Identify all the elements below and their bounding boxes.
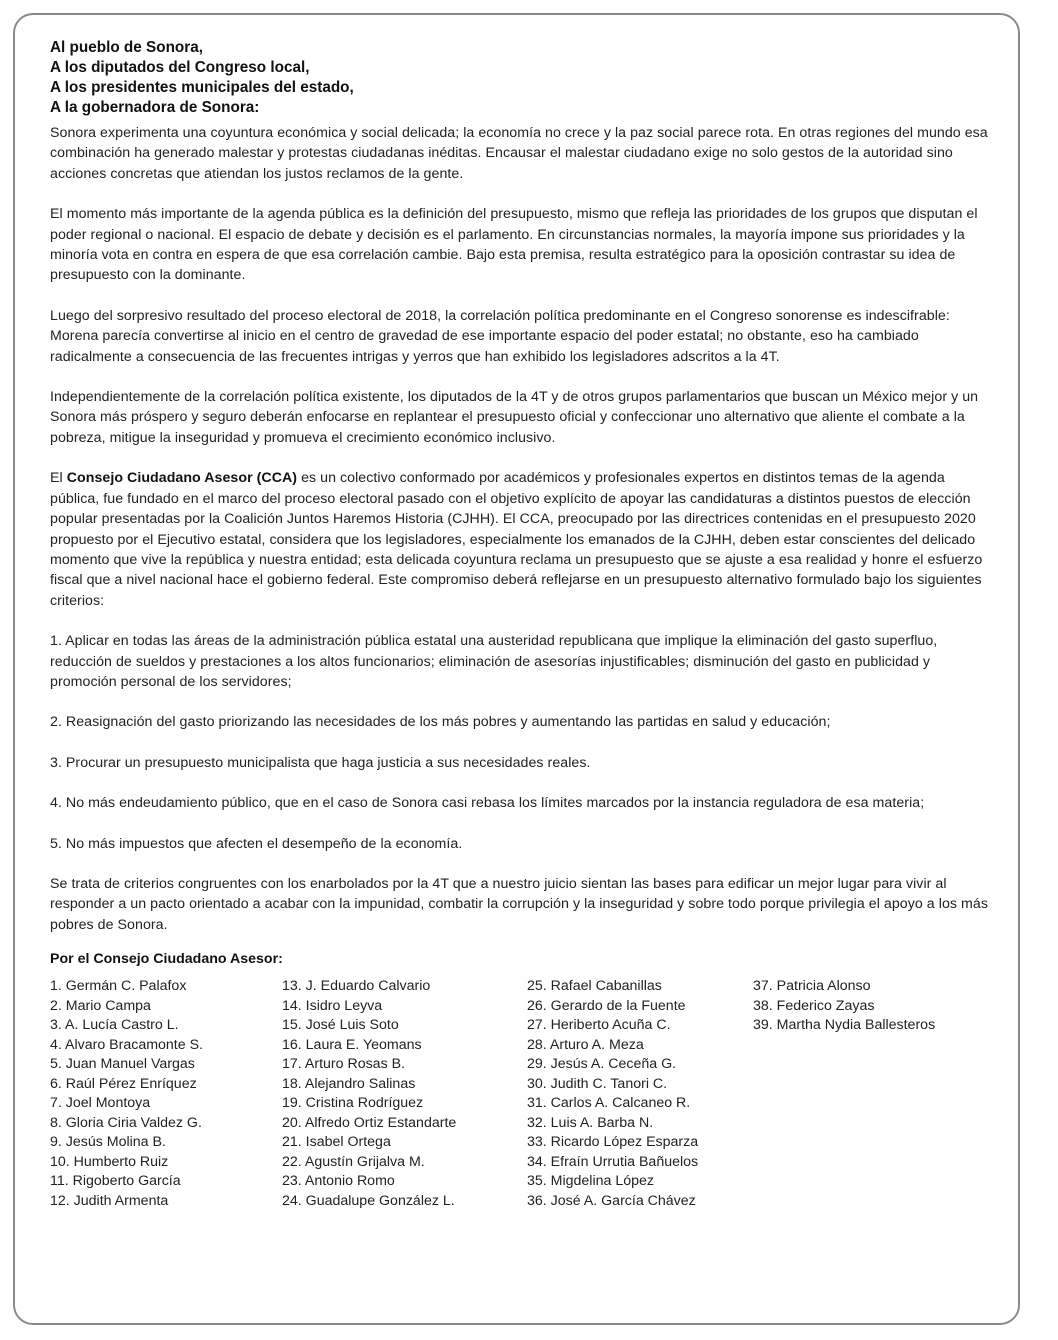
paragraph-closing: Se trata de criterios congruentes con los enarbolados por la 4T que a nuestro juicio sientan las bases para edificar un mejor lugar para vivir al responder a un pacto orientado a acabar con la impunidad, combatir la corrupción y la inseguridad y sobre todo porque privilegia el apoyo a los más pobres de Sonora. [50,875,988,933]
signatory-name: 24. Guadalupe González L. [282,1192,455,1209]
signatory-name: 2. Mario Campa [50,997,151,1014]
signatory-name: 22. Agustín Grijalva M. [282,1153,425,1170]
paragraph-deputies: Independientemente de la correlación política existente, los diputados de la 4T y de otros grupos parlamentarios que buscan un México mejor y un Sonora más próspero y seguro deberán enfocarse en replantear el presupuesto oficial y confeccionar uno alternativo que aliente el combate a la pobreza, mitigue la inseguridad y promueva el crecimiento económico inclusivo. [50,389,979,446]
signatory-name: 15. José Luis Soto [282,1017,399,1034]
paragraph-budget: El momento más importante de la agenda pública es la definición del presupuesto, mismo que refleja las prioridades de los grupos que disputan el poder regional o nacional. El espacio de debate y decisión es el parlamento. En circunstancias normales, la mayoría impone sus prioridades y la minoría vota en contra en espera de que esa correlación cambie. Bajo esta premisa, resulta estratégico para la oposición contrastar su idea de presupuesto con la dominante. [50,206,978,284]
criterion-2: 2. Reasignación del gasto priorizando las necesidades de los más pobres y aumentando las partidas en salud y educación; [50,714,831,731]
signatory-name: 21. Isabel Ortega [282,1134,391,1151]
signatory-name: 20. Alfredo Ortiz Estandarte [282,1114,457,1131]
signatory-name: 35. Migdelina López [527,1173,654,1190]
signatory-name: 19. Cristina Rodríguez [282,1095,424,1112]
criterion-3: 3. Procurar un presupuesto municipalista que haga justicia a sus necesidades reales. [50,754,591,771]
signatory-name: 8. Gloria Ciria Valdez G. [50,1114,202,1131]
signatory-name: 27. Heriberto Acuña C. [527,1017,671,1034]
signatory-name: 16. Laura E. Yeomans [282,1036,422,1053]
signatory-name: 36. José A. García Chávez [527,1192,696,1209]
cca-name: Consejo Ciudadano Asesor (CCA) [66,470,298,487]
signatory-name: 26. Gerardo de la Fuente [527,997,686,1014]
signatory-name: 1. Germán C. Palafox [50,978,187,995]
criterion-5: 5. No más impuestos que afecten el desempeño de la economía. [50,835,463,852]
signature-column [753,977,935,1036]
paragraph-intro: Sonora experimenta una coyuntura económica y social delicada; la economía no crece y la paz social parece rota. En otras regiones del mundo esa combinación ha generado malestar y protestas ciudadanas inéditas. Encausar el malestar ciudadano exige no solo gestos de la autoridad sino acciones concretas que atiendan los justos reclamos de la gente. [50,125,988,182]
paragraph-congress: Luego del sorpresivo resultado del proceso electoral de 2018, la correlación política predominante en el Congreso sonorense es indescifrable: Morena parecía convertirse al inicio en el centro de gravedad de ese importante espacio del poder estatal; no obstante, eso ha cambiado radicalmente a consecuencia de las frecuentes intrigas y yerros que han exhibido los legisladores adscritos a la 4T. [50,307,950,365]
signatory-name: 32. Luis A. Barba N. [527,1114,654,1131]
signatory-name: 7. Joel Montoya [50,1095,151,1112]
signatory-name: 11. Rigoberto García [50,1173,181,1190]
greeting-line: A los diputados del Congreso local, [50,59,310,76]
signature-column [50,977,203,1211]
cca-description: es un colectivo conformado por académicos y profesionales expertos en distintos temas de la agenda pública, fue fundado en el marco del proceso electoral pasado con el objetivo explícito de apoyar las candidaturas a distintos puestos de elección popular presentadas por la Coalición Juntos Haremos Historia (CJHH). El CCA, preocupado por las directrices contenidas en el presupuesto 2020 propuesto por el Ejecutivo estatal, considera que los legisladores, especialmente los emanados de la CJHH, deben estar conscientes del delicado momento que vive la república y nuestra entidad; esta delicada coyuntura reclama un presupuesto que se ajuste a esa realidad y honre el esfuerzo fiscal que a nivel nacional hace el gobierno federal. Este compromiso deberá reflejarse en un presupuesto alternativo formulado bajo los siguientes criterios: [50,470,983,609]
signatory-name: 25. Rafael Cabanillas [527,978,662,995]
signatory-name: 34. Efraín Urrutia Bañuelos [527,1153,699,1170]
signatory-name: 37. Patricia Alonso [753,978,871,995]
greeting-line: Al pueblo de Sonora, [50,39,203,56]
signatory-name: 10. Humberto Ruiz [50,1153,169,1170]
signatory-name: 33. Ricardo López Esparza [527,1134,699,1151]
signature-column [527,977,698,1211]
signatory-name: 31. Carlos A. Calcaneo R. [527,1095,691,1112]
letter-content [50,38,990,1217]
greeting-line: A los presidentes municipales del estado, [50,79,354,96]
signatory-name: 13. J. Eduardo Calvario [282,978,431,995]
signatory-name: 38. Federico Zayas [753,997,875,1014]
signatory-name: 14. Isidro Leyva [282,997,383,1014]
paragraph-cca [50,468,990,611]
signatory-name: 39. Martha Nydia Ballesteros [753,1017,936,1034]
signatory-name: 17. Arturo Rosas B. [282,1056,406,1073]
signature-column [282,977,456,1211]
signatures-list [50,977,990,1217]
signatory-name: 23. Antonio Romo [282,1173,395,1190]
greeting-line: A la gobernadora de Sonora: [50,99,260,116]
signatory-name: 4. Alvaro Bracamonte S. [50,1036,203,1053]
signatory-name: 6. Raúl Pérez Enríquez [50,1075,197,1092]
signatures-title: Por el Consejo Ciudadano Asesor: [50,951,283,968]
signatory-name: 5. Juan Manuel Vargas [50,1056,195,1073]
signatory-name: 12. Judith Armenta [50,1192,169,1209]
signatory-name: 18. Alejandro Salinas [282,1075,416,1092]
criterion-4: 4. No más endeudamiento público, que en el caso de Sonora casi rebasa los límites marcados por la instancia reguladora de esa materia; [50,795,925,812]
signatory-name: 3. A. Lucía Castro L. [50,1017,179,1034]
cca-prefix: El [50,470,67,487]
signatory-name: 9. Jesús Molina B. [50,1134,166,1151]
criterion-1: 1. Aplicar en todas las áreas de la administración pública estatal una austeridad republicana que implique la eliminación del gasto superfluo, reducción de sueldos y prestaciones a los altos funcionarios; eliminación de asesorías injustificables; disminución del gasto en publicidad y promoción personal de los servidores; [50,633,938,690]
signatory-name: 28. Arturo A. Meza [527,1036,644,1053]
signatory-name: 29. Jesús A. Ceceña G. [527,1056,677,1073]
greeting-block [50,38,990,118]
signatory-name: 30. Judith C. Tanori C. [527,1075,668,1092]
